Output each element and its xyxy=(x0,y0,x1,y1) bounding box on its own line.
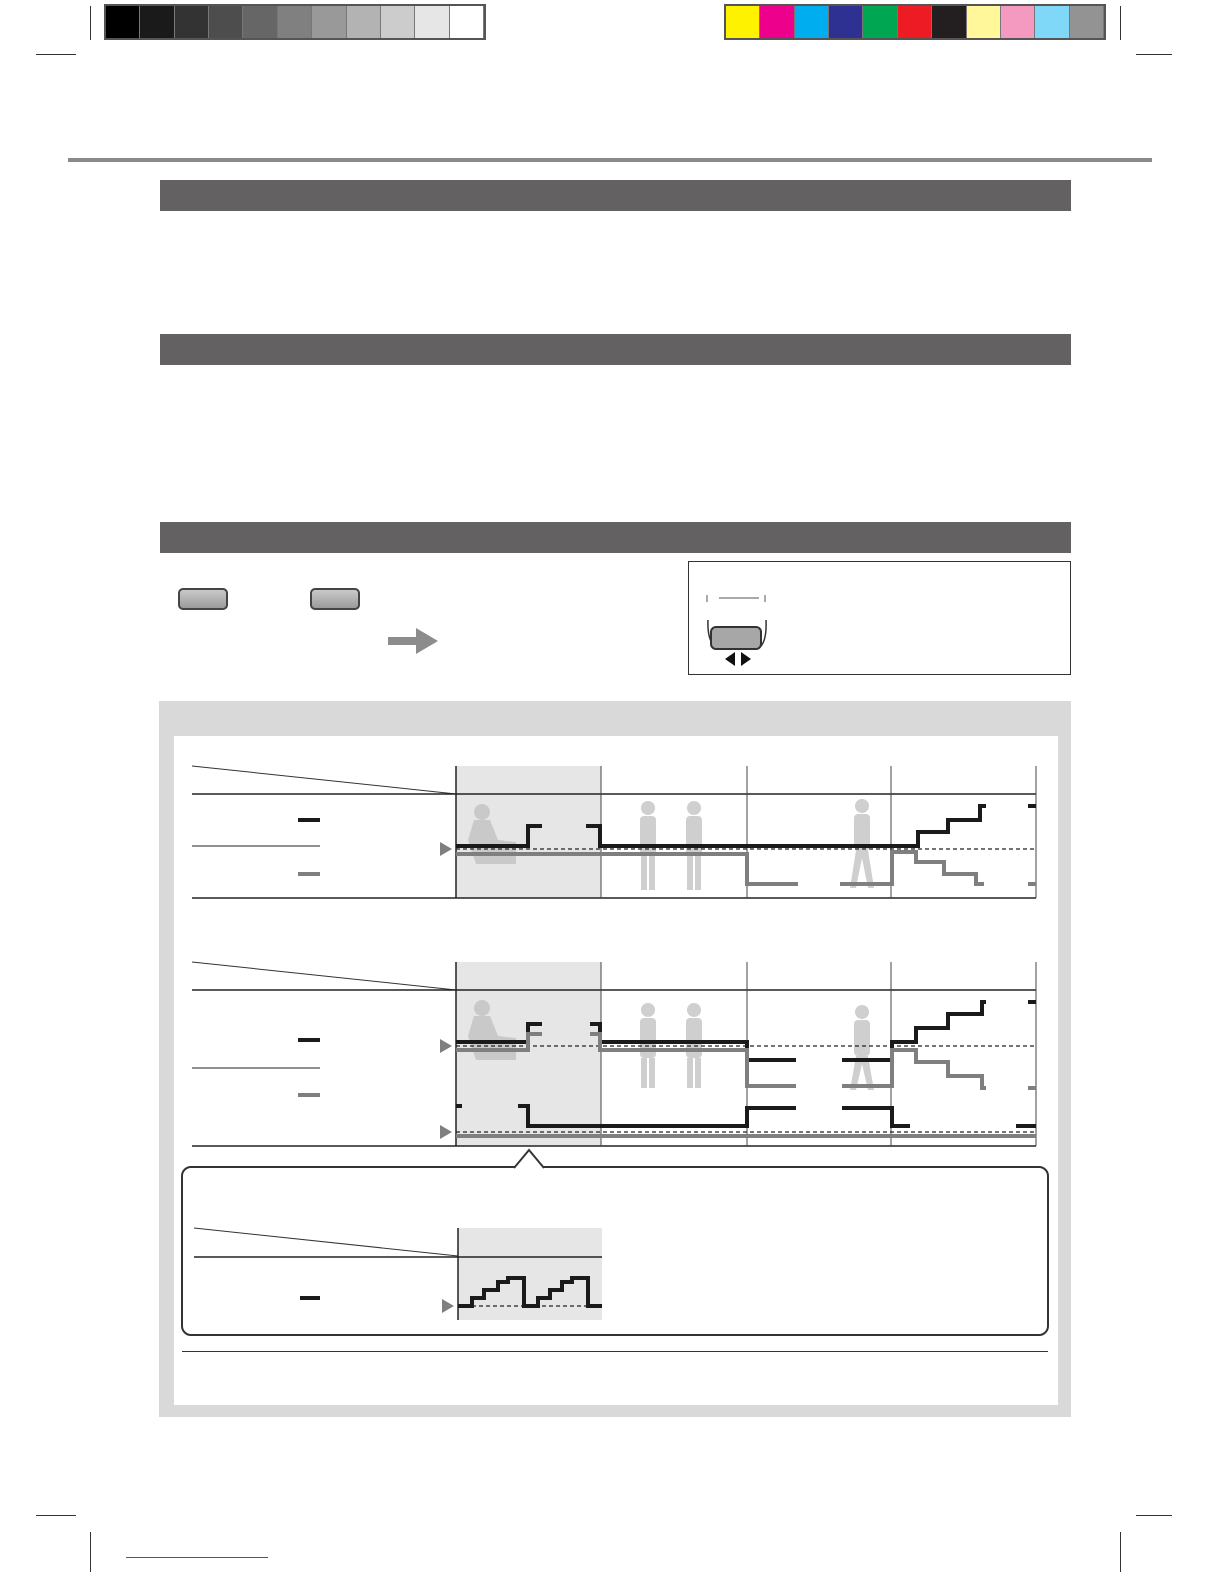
level-marker-triangle-icon xyxy=(440,1125,452,1139)
crop-mark xyxy=(90,1532,91,1572)
color-swatch xyxy=(312,6,346,38)
callout-box xyxy=(181,1166,1049,1336)
color-swatch xyxy=(450,6,484,38)
section-heading-bar-1 xyxy=(160,180,1071,211)
remote-key-icon xyxy=(178,588,228,610)
callout-pointer xyxy=(514,1148,544,1170)
crop-mark xyxy=(36,1515,76,1516)
color-swatch xyxy=(415,6,449,38)
color-swatch xyxy=(175,6,209,38)
color-swatch xyxy=(347,6,381,38)
remote-key-icon xyxy=(310,588,360,610)
color-swatch xyxy=(967,6,1001,38)
color-swatch xyxy=(898,6,932,38)
remote-info-box xyxy=(688,561,1071,675)
crop-mark xyxy=(36,54,76,55)
color-swatch xyxy=(381,6,415,38)
section-heading-bar-2 xyxy=(160,334,1071,365)
level-marker-triangle-icon xyxy=(440,842,452,856)
color-swatch xyxy=(863,6,897,38)
panel-divider xyxy=(182,1351,1048,1352)
color-swatch xyxy=(1070,6,1104,38)
color-swatch xyxy=(278,6,312,38)
color-swatch xyxy=(140,6,174,38)
crop-mark xyxy=(1136,54,1172,55)
walking-person-icon xyxy=(850,799,874,888)
timing-diagram-2 xyxy=(186,956,1046,1152)
timing-diagram-1 xyxy=(186,760,1046,910)
footer-link-underline xyxy=(126,1557,268,1558)
crop-mark xyxy=(1120,6,1121,40)
color-swatch xyxy=(760,6,794,38)
level-marker-triangle-icon xyxy=(440,1039,452,1053)
section-heading-bar-3 xyxy=(160,522,1071,553)
color-swatch xyxy=(932,6,966,38)
header-rule xyxy=(68,158,1152,162)
grayscale-color-bar xyxy=(104,4,486,40)
color-swatch xyxy=(829,6,863,38)
color-swatch xyxy=(1001,6,1035,38)
color-swatch xyxy=(106,6,140,38)
crop-mark xyxy=(1136,1515,1172,1516)
level-marker-triangle-icon xyxy=(442,1299,454,1313)
walking-person-icon xyxy=(850,1005,874,1090)
color-swatch xyxy=(795,6,829,38)
crop-mark xyxy=(90,6,91,40)
process-color-bar xyxy=(724,4,1106,40)
color-swatch xyxy=(1035,6,1069,38)
color-swatch xyxy=(209,6,243,38)
left-right-arrows-icon xyxy=(725,652,751,666)
timing-diagram-3 xyxy=(186,1220,616,1324)
color-swatch xyxy=(726,6,760,38)
color-swatch xyxy=(243,6,277,38)
crop-mark xyxy=(1120,1532,1121,1572)
two-people-standing-icon xyxy=(640,1003,702,1088)
right-arrow-icon xyxy=(388,628,440,654)
